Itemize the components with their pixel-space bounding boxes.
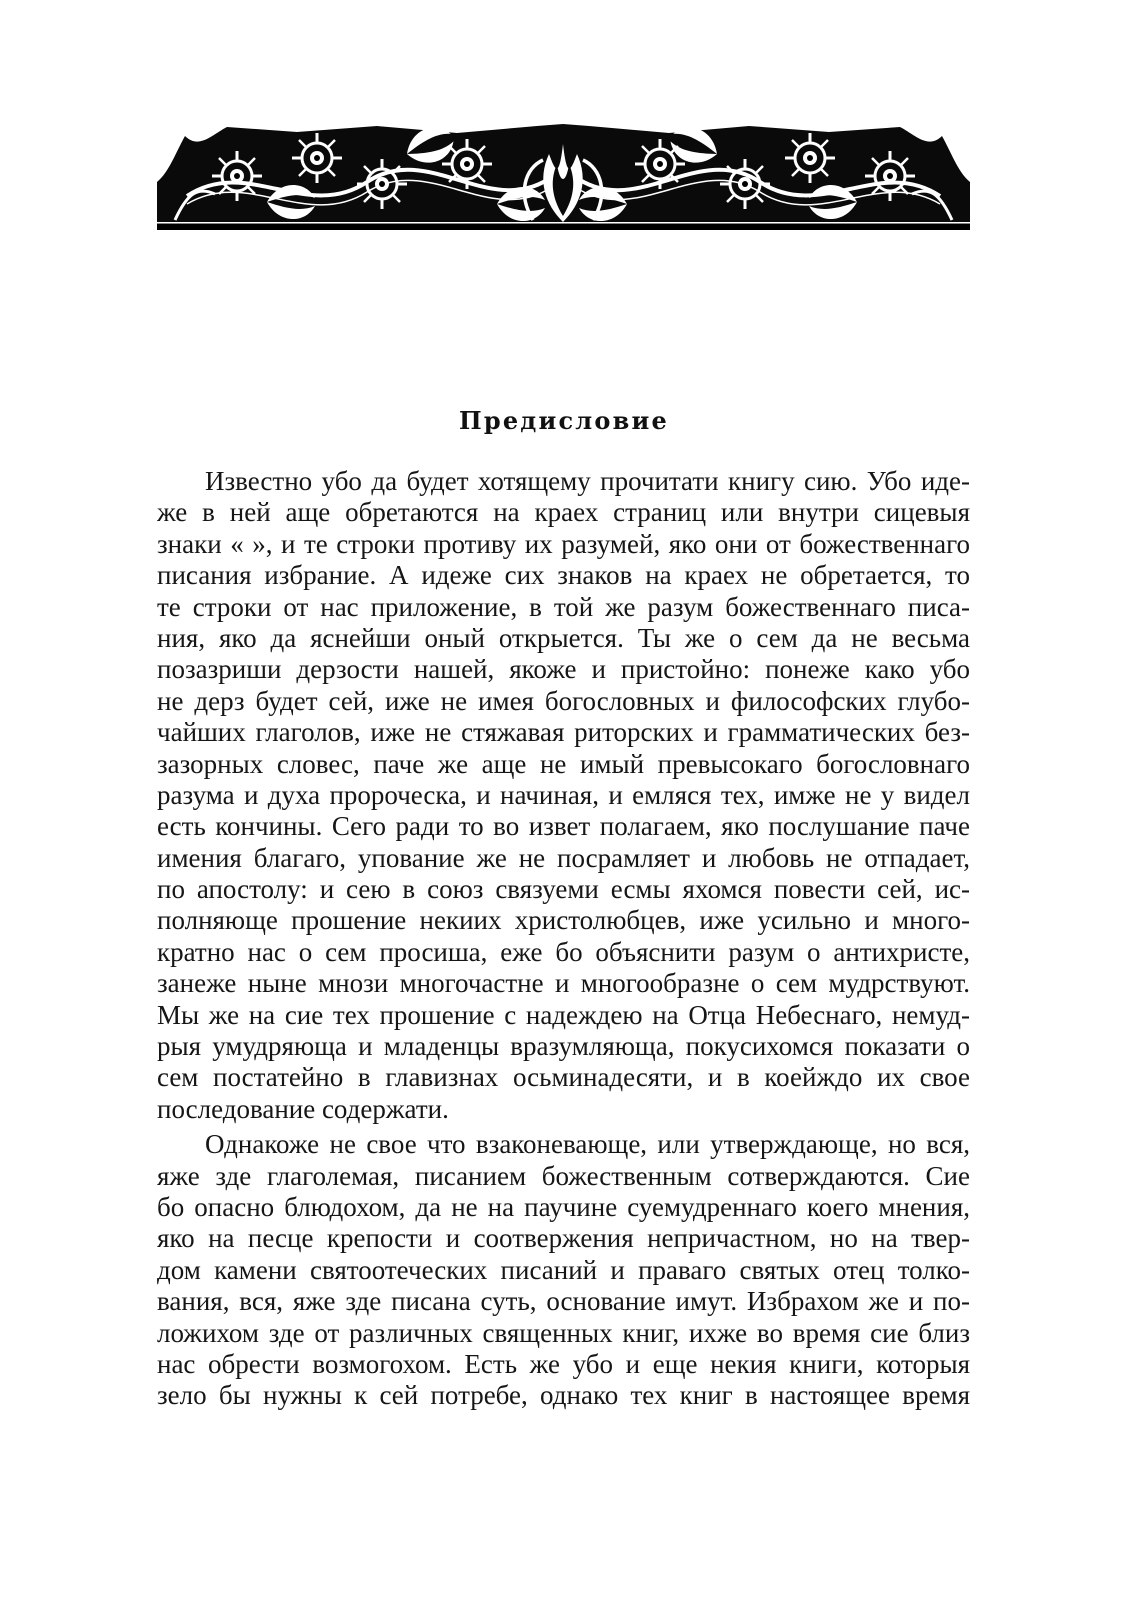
page-title: Предисловие <box>458 406 669 435</box>
text-line: сем постатейно в главизнах осьминадесяти, и в коейждо их свое <box>157 1062 970 1093</box>
text-line: разума и духа пророческа, и начиная, и емляся тех, имже не у видел <box>157 779 970 810</box>
text-line: позазриши дерзости нашей, якоже и пристойно: понеже како убо <box>157 654 970 685</box>
text-line: яже зде глаголемая, писанием божественным сотверждаются. Сие <box>157 1160 970 1191</box>
floral-ornament-headpiece <box>157 124 970 230</box>
text-line: по апостолу: и сею в союз связуеми есмы яхомся повести сей, ис- <box>157 874 970 905</box>
text-line: чайших глаголов, иже не стяжавая риторских и грамматических без- <box>157 717 970 748</box>
text-line: рыя умудряюща и младенцы вразумляюща, покусихомся показати о <box>157 1031 970 1062</box>
text-line: те строки от нас приложение, в той же разум божественнаго писа- <box>157 591 970 622</box>
text-line: яко на песце крепости и соотвержения непричастном, но на твер- <box>157 1223 970 1254</box>
text-line: знаки « », и те строки противу их разумей, яко они от божественнаго <box>157 528 970 559</box>
body-text <box>157 466 970 1412</box>
text-line: занеже ныне мнози многочастне и многообразне о сем мудрствуют. <box>157 968 970 999</box>
text-line: Известно убо да будет хотящему прочитати книгу сию. Убо иде- <box>205 466 970 496</box>
text-line: дом камени святоотеческих писаний и праваго святых отец толко- <box>157 1254 970 1285</box>
text-line: Однакоже не свое что взаконевающе, или утверждающе, но вся, <box>205 1129 970 1160</box>
text-line: писания избрание. А идеже сих знаков на краех не обретается, то <box>157 560 970 591</box>
text-line: не дерз будет сей, иже не имея богословных и философских глубо- <box>157 685 970 716</box>
text-line: есть кончины. Сего ради то во извет полагаем, яко послушание паче <box>157 811 970 842</box>
text-line: вания, вся, яже зде писана суть, основание имут. Избрахом же и по- <box>157 1286 970 1317</box>
text-line: последование содержати. <box>157 1093 449 1124</box>
text-line: зазорных словес, паче же аще не имый превысокаго богословнаго <box>157 748 970 779</box>
text-line: бо опасно блюдохом, да не на паучине суемудреннаго коего мнения, <box>157 1191 970 1222</box>
text-line: ния, яко да яснейши оный открыется. Ты же о сем да не весьма <box>157 622 970 653</box>
text-line: зело бы нужны к сей потребе, однако тех книг в настоящее время <box>157 1380 970 1411</box>
text-line: имения благаго, упование же не посрамляет и любовь не отпадает, <box>157 842 970 873</box>
text-line: же в ней аще обретаются на краех страниц или внутри сицевыя <box>157 497 970 528</box>
text-line: ложихом зде от различных священных книг, ихже во время сие близ <box>157 1317 970 1348</box>
text-line: Мы же на сие тех прошение с надеждею на Отца Небеснаго, немуд- <box>157 999 970 1030</box>
text-line: полняюще прошение некиих христолюбцев, иже усильно и много- <box>157 905 970 936</box>
text-line: нас обрести возмогохом. Есть же убо и еще некия книги, которыя <box>157 1348 970 1379</box>
text-line: кратно нас о сем просиша, еже бо объяснити разум о антихристе, <box>157 936 970 967</box>
